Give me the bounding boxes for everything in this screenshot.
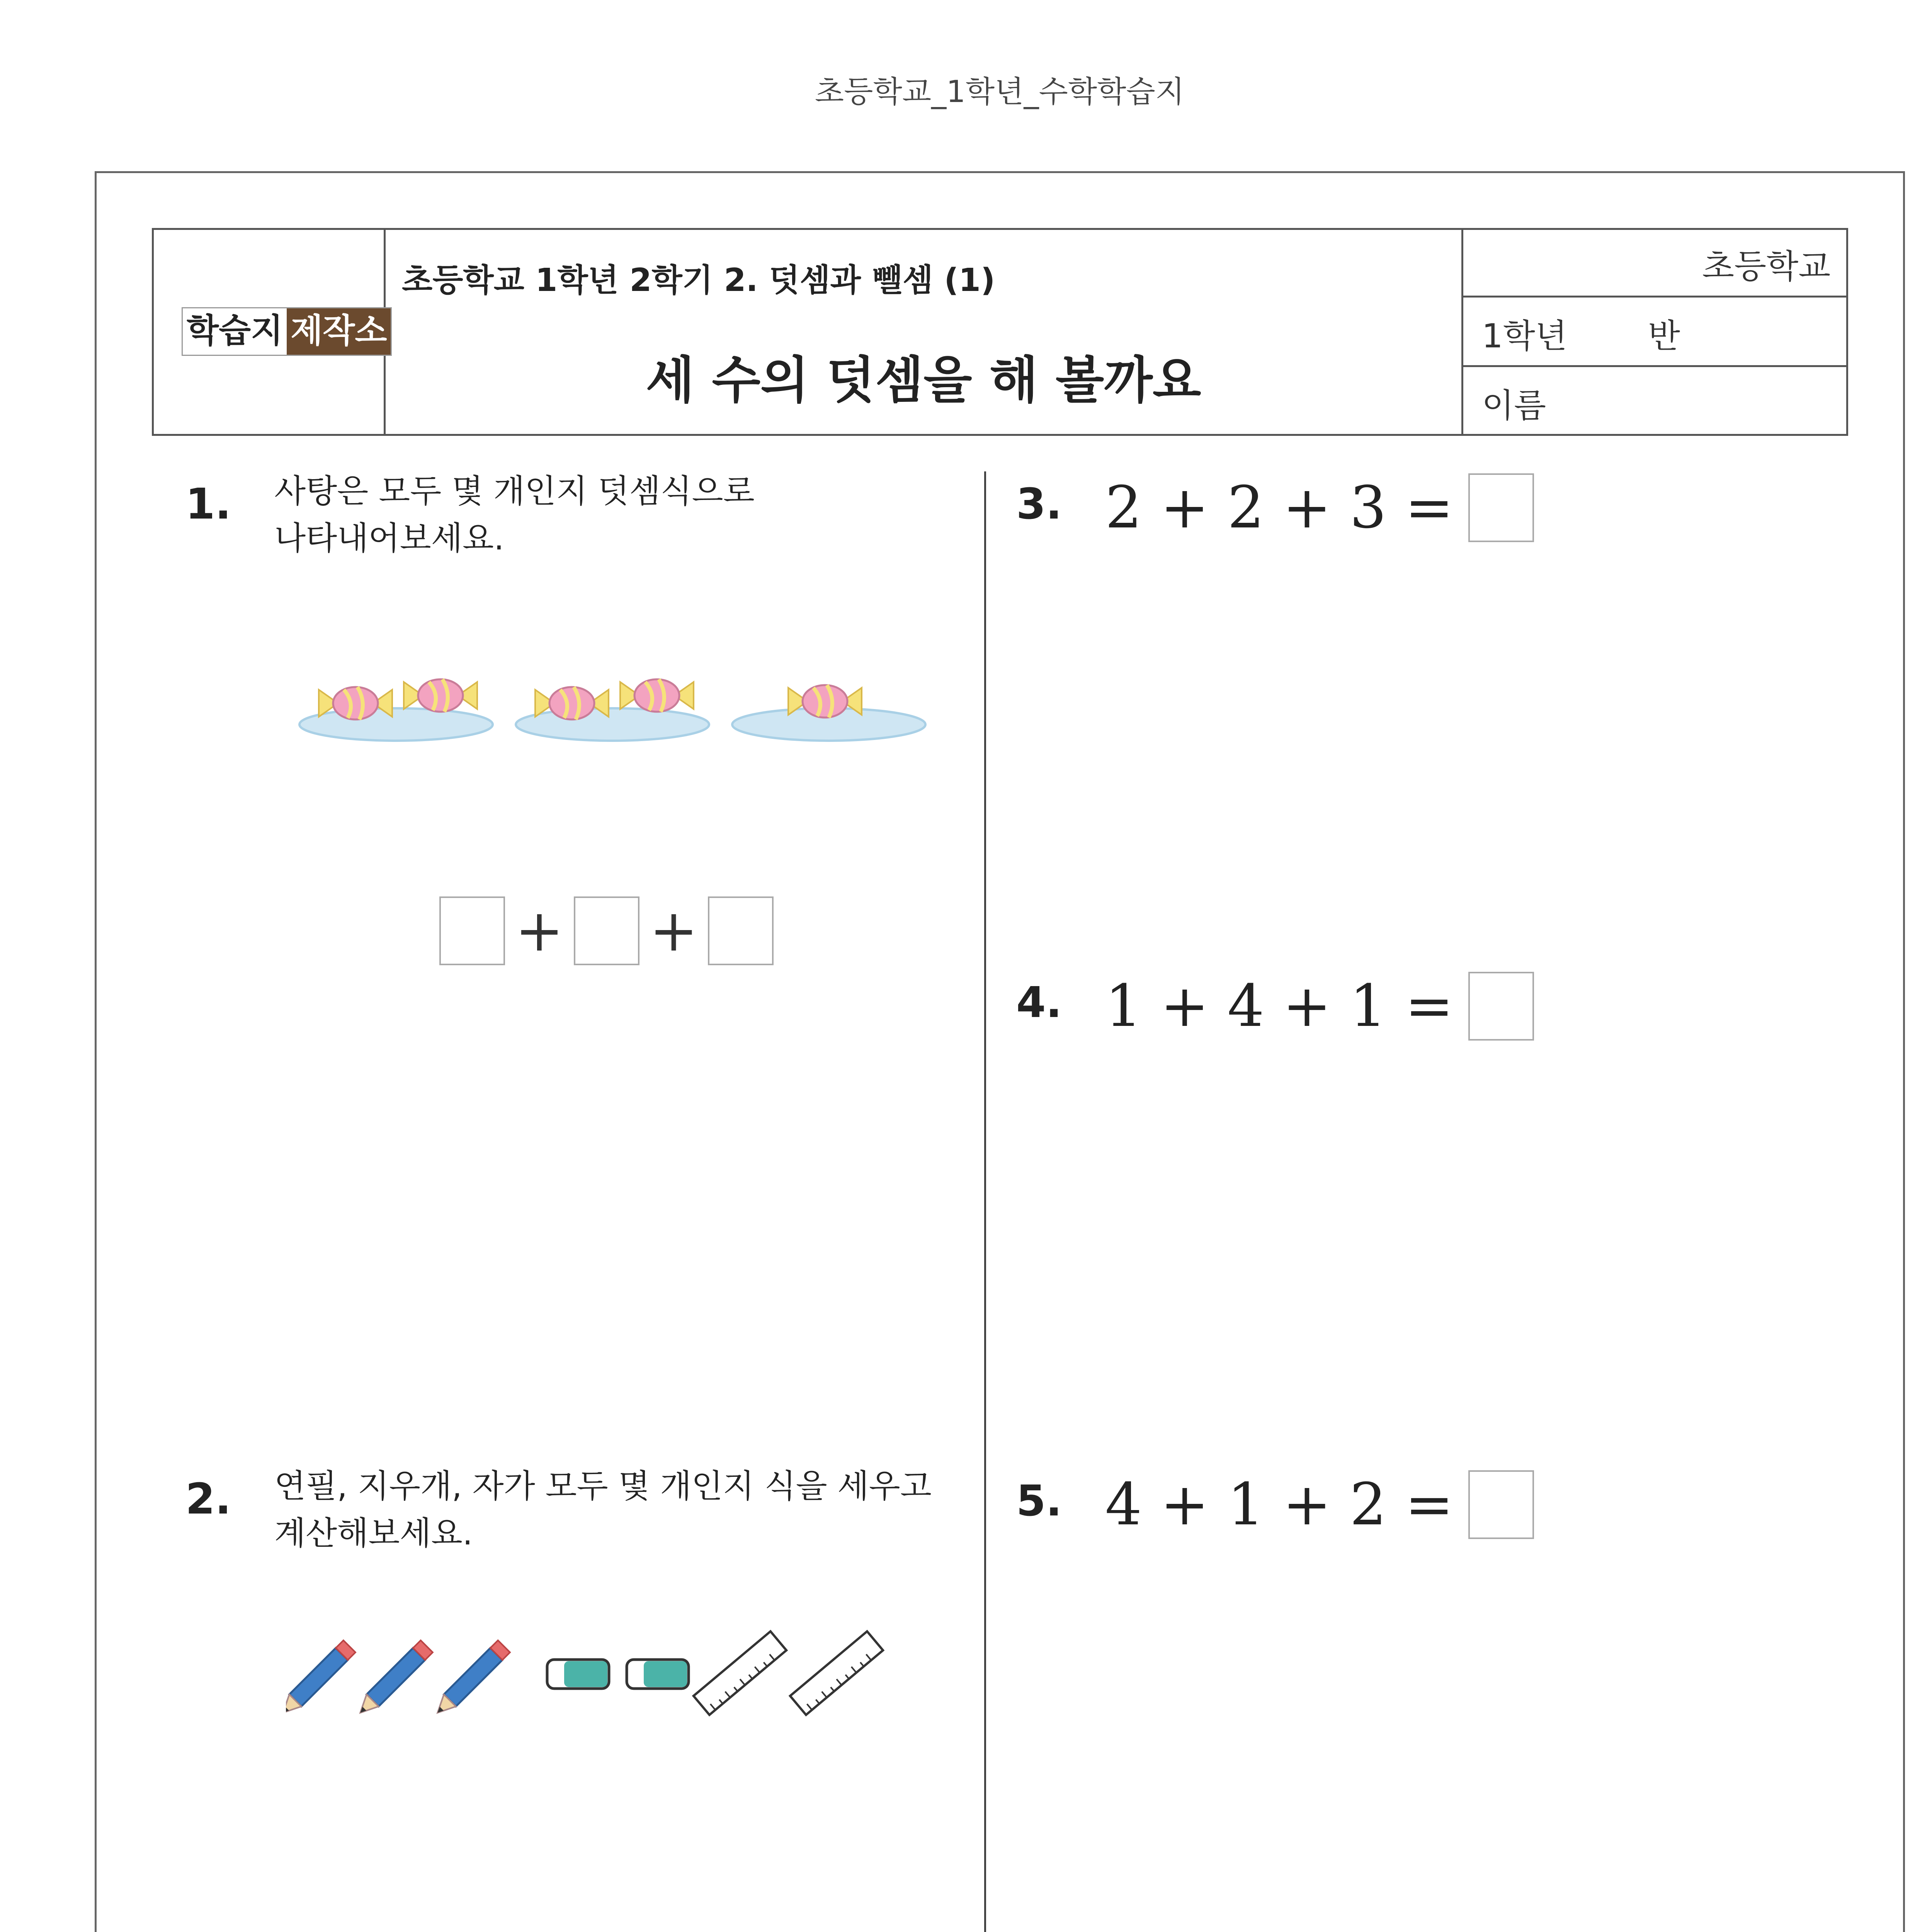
plus-sign: + (515, 897, 564, 964)
question-number: 4. (1016, 978, 1062, 1027)
ruler-icon (694, 1631, 786, 1715)
class-field: 반 (1648, 317, 1680, 355)
q1-answer-row (439, 896, 774, 965)
eraser-icon (547, 1660, 609, 1689)
question-text-line: 연필, 지우개, 자가 모두 몇 개인지 식을 세우고 (274, 1467, 932, 1505)
answer-box[interactable] (708, 896, 774, 965)
equation-text: 1 + 4 + 1 = (1105, 973, 1454, 1040)
answer-box[interactable] (1468, 473, 1534, 542)
question-number: 3. (1016, 479, 1062, 529)
equation-text: 4 + 1 + 2 = (1105, 1471, 1454, 1538)
logo-text-part1: 학습지 (183, 308, 287, 355)
header-divider (1461, 228, 1463, 436)
school-field: 초등학교 (1702, 247, 1831, 286)
course-label: 초등학교 1학년 2학기 2. 덧셈과 뺄셈 (1) (402, 262, 995, 299)
eraser-icon (627, 1660, 689, 1689)
logo-text-part2: 제작소 (287, 308, 391, 355)
question-number: 5. (1016, 1476, 1062, 1526)
candy-illustration (294, 657, 935, 750)
running-head: 초등학교_1학년_수학학습지 (815, 75, 1185, 109)
pencil-icon (354, 1640, 433, 1719)
q4-equation (1105, 972, 1534, 1041)
logo (182, 307, 392, 356)
name-field: 이름 (1482, 386, 1546, 425)
plus-sign: + (649, 897, 698, 964)
answer-box[interactable] (1468, 972, 1534, 1041)
plate-icon (299, 708, 493, 741)
question-text (274, 468, 755, 562)
candy-icon (620, 679, 694, 712)
grade-field: 1학년 (1482, 317, 1567, 355)
question-text-line: 나타내어보세요. (274, 519, 504, 557)
pencil-icon (432, 1640, 510, 1719)
question-number: 2. (185, 1474, 231, 1524)
question-text-line: 계산해보세요. (274, 1514, 473, 1552)
header-row-line (1461, 365, 1848, 367)
question-text-line: 사탕은 모두 몇 개인지 덧셈식으로 (274, 472, 755, 510)
answer-box[interactable] (574, 896, 639, 965)
header-row-line (1461, 296, 1848, 298)
q5-equation (1105, 1470, 1534, 1539)
column-divider (984, 471, 986, 1932)
answer-box[interactable] (1468, 1470, 1534, 1539)
plate-icon (516, 708, 709, 741)
question-text (274, 1463, 932, 1557)
q3-equation (1105, 473, 1534, 542)
pencil-icon (286, 1640, 355, 1719)
ruler-icon (790, 1631, 883, 1715)
equation-text: 2 + 2 + 3 = (1105, 474, 1454, 541)
stationery-illustration (286, 1623, 927, 1723)
candy-icon (404, 679, 477, 712)
worksheet-title: 세 수의 덧셈을 해 볼까요 (646, 351, 1201, 410)
question-number: 1. (185, 479, 231, 529)
answer-box[interactable] (439, 896, 505, 965)
